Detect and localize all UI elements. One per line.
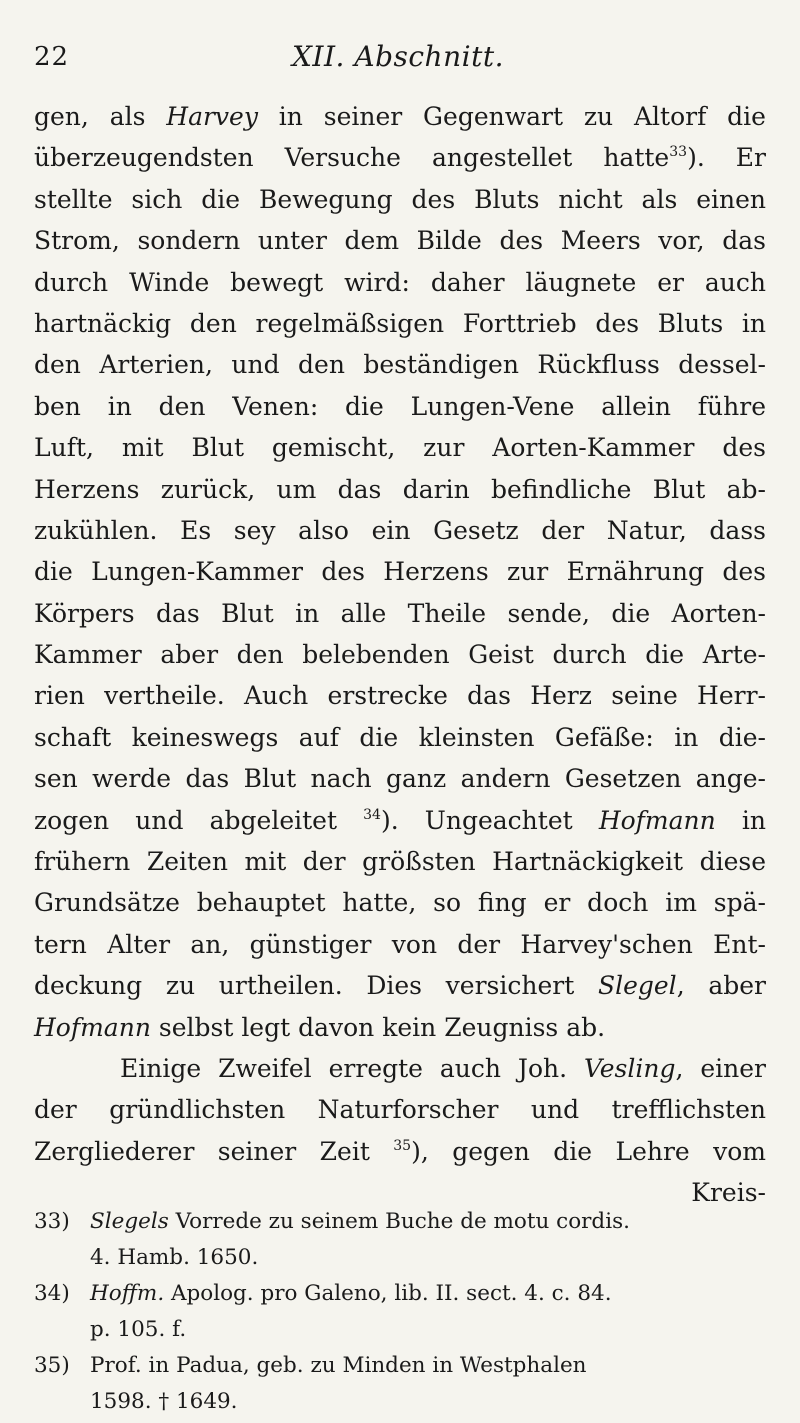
text-line [34,1131,766,1172]
body-text [34,96,766,1214]
text-line [34,593,766,634]
footnote-reference: 35 [393,1137,412,1154]
text-run: deckung zu urtheilen. Dies versichert [34,971,598,1001]
text-run: Prof. in Padua, geb. zu Minden in Westphalen [90,1353,587,1378]
italic-name: Hofmann [34,1012,151,1042]
footnote-reference: 34 [363,806,381,823]
text-run: gen, als [34,102,167,131]
text-line [34,427,766,468]
text-line [34,1089,766,1130]
text-run: ). Er [687,143,766,173]
page-number: 22 [34,42,70,72]
text-run: selbst legt davon kein Zeugniss ab. [150,1012,606,1042]
text-line [34,262,766,303]
text-run: in [715,805,766,835]
text-run: zogen und abgeleitet [34,805,364,835]
text-run: Strom, sondern unter dem Bilde des Meers vor, das [34,226,766,256]
text-run: Kammer aber den belebenden Geist durch die Arte- [34,640,766,670]
footnote-continuation [34,1384,782,1420]
text-run: Herzens zurück, um das darin befindliche Blut ab- [34,474,766,504]
italic-name: Hoffm. [90,1281,165,1306]
text-line [34,137,766,178]
text-line [34,675,766,716]
text-line [34,634,766,675]
text-run: Einige Zweifel erregte auch Joh. [120,1053,584,1083]
text-run: Vorrede zu seinem Buche de motu cordis. [168,1209,630,1234]
footnote-continuation [34,1240,782,1276]
text-line [34,924,766,965]
text-line [34,1048,766,1089]
footnote-reference: 33 [669,144,688,161]
text-run: ), gegen die Lehre vom [411,1136,766,1166]
footnotes [34,1204,782,1420]
text-run: stellte sich die Bewegung des Bluts nicht als einen [34,184,766,214]
text-run: Zergliederer seiner Zeit [34,1136,394,1166]
text-line [34,1007,766,1048]
text-run: Körpers das Blut in alle Theile sende, die Aorten- [34,598,766,628]
italic-name: Slegel [597,971,677,1001]
text-run: Grundsätze behauptet hatte, so fing er doch im spä- [34,888,766,918]
text-run: frühern Zeiten mit der größsten Hartnäckigkeit diese [34,847,766,877]
text-run: , einer [675,1053,767,1083]
text-run: rien vertheile. Auch erstrecke das Herz seine Herr- [34,681,766,711]
text-run: ). Ungeachtet [380,805,599,835]
text-line [34,179,766,220]
text-run: Kreis- [691,1178,766,1208]
footnote-continuation [34,1312,782,1348]
footnote-line [34,1276,782,1312]
text-run: , aber [676,971,766,1001]
text-line [34,717,766,758]
text-line [34,965,766,1006]
text-run: überzeugendsten Versuche angestellet hatte [34,143,670,173]
text-run: tern Alter an, günstiger von der Harvey'schen Ent- [34,929,766,959]
text-run: zukühlen. Es sey also ein Gesetz der Natur, dass [34,515,766,545]
text-run: in seiner Gegenwart zu Altorf die [257,102,766,131]
italic-name: Slegels [90,1209,169,1234]
running-head [34,42,774,82]
text-line [34,220,766,261]
text-line [34,841,766,882]
footnote-number: 33) [34,1209,70,1234]
text-line [34,96,766,137]
text-run: die Lungen-Kammer des Herzens zur Ernährung des [34,557,766,587]
text-line [34,303,766,344]
text-line [34,882,766,923]
text-run: p. 105. f. [90,1317,187,1342]
italic-name: Vesling [584,1053,676,1083]
text-run: 1598. † 1649. [90,1389,238,1414]
text-line [34,510,766,551]
text-line [34,386,766,427]
footnote-number: 35) [34,1353,70,1378]
text-run: schaft keineswegs auf die kleinsten Gefäße: in die- [34,722,766,752]
text-line [34,800,766,841]
footnote-line [34,1204,782,1240]
italic-name: Hofmann [598,805,716,835]
text-run: hartnäckig den regelmäßsigen Forttrieb des Bluts in [34,308,766,338]
text-line [34,469,766,510]
footnote-line [34,1348,782,1384]
text-run: durch Winde bewegt wird: daher läugnete er auch [34,267,766,297]
text-run: der gründlichsten Naturforscher und trefflichsten [34,1095,766,1125]
text-line [34,758,766,799]
text-run: Luft, mit Blut gemischt, zur Aorten-Kammer des [34,433,766,463]
section-title: XII. Abschnitt. [292,40,504,73]
text-line [34,551,766,592]
text-run: ben in den Venen: die Lungen-Vene allein führe [34,391,766,421]
text-run: sen werde das Blut nach ganz andern Gesetzen ange- [34,764,766,794]
text-run: den Arterien, und den beständigen Rückfluss dessel- [34,350,766,380]
text-run: 4. Hamb. 1650. [90,1245,259,1270]
italic-name: Harvey [166,102,258,131]
text-line [34,344,766,385]
footnote-number: 34) [34,1281,70,1306]
text-run: Apolog. pro Galeno, lib. II. sect. 4. c. 84. [164,1281,612,1306]
